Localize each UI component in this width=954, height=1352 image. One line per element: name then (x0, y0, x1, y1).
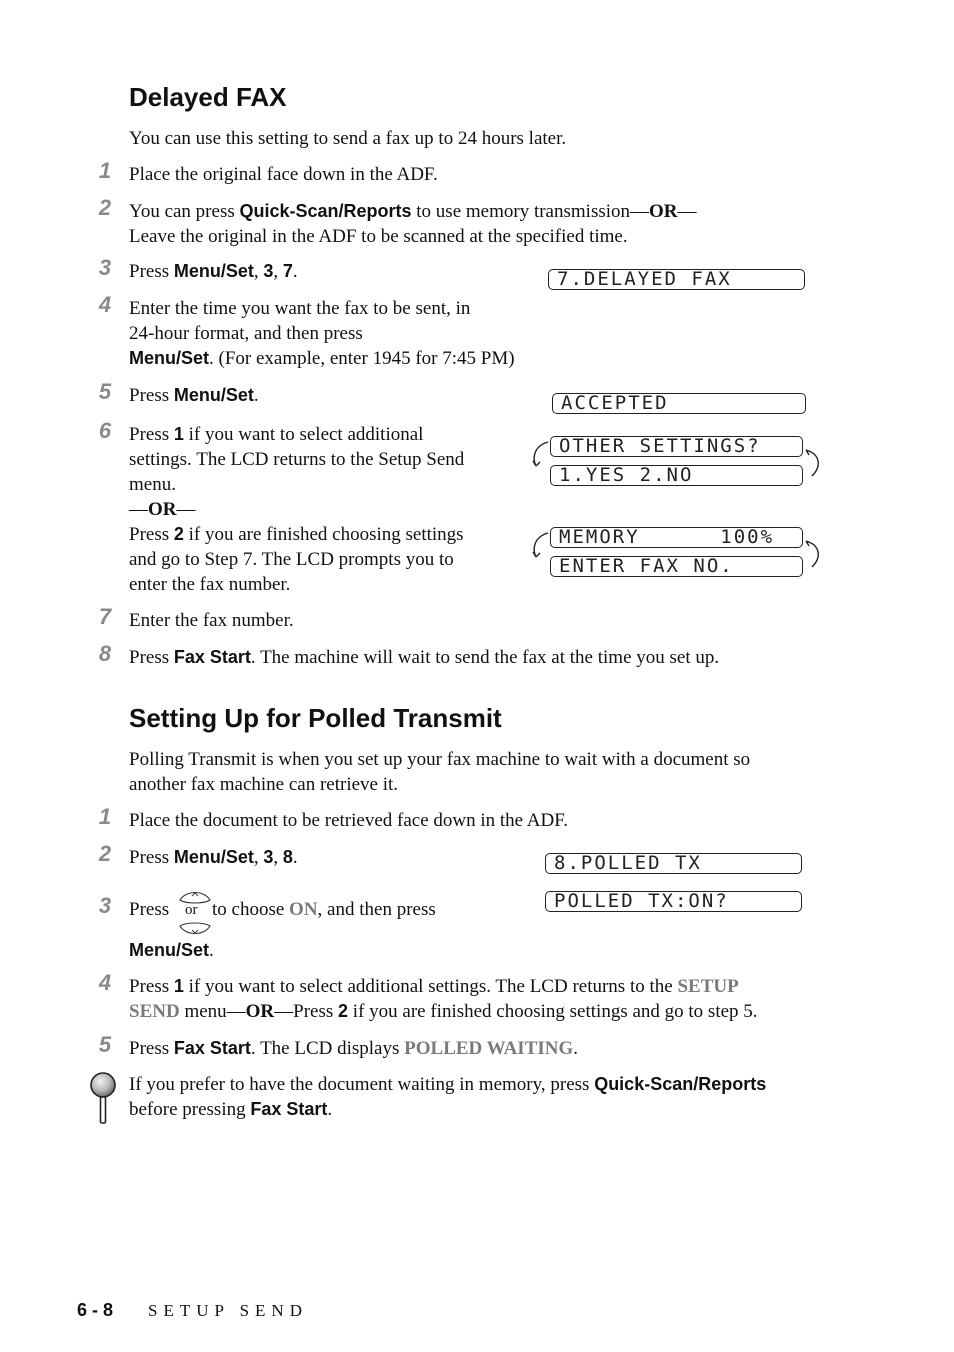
key-label: Fax Start (250, 1099, 328, 1119)
key-label: Quick-Scan/Reports (594, 1074, 767, 1094)
step-text: —OR— (129, 499, 196, 520)
step-text: Place the original face down in the ADF. (129, 164, 438, 185)
step-number: 8 (98, 641, 112, 666)
step-number: 1 (98, 158, 112, 183)
lcd-display: 8.POLLED TX (545, 853, 802, 874)
step-text: Place the document to be retrieved face down in the ADF. (129, 810, 569, 831)
key-label: Menu/Set (129, 348, 210, 368)
step-number: 2 (98, 841, 112, 866)
step-text: Menu/Set. (For example, enter 1945 for 7:45 PM) (129, 348, 515, 369)
step-text: Press (129, 899, 170, 920)
step-text: You can press Quick-Scan/Reports to use memory transmission—OR— (129, 201, 697, 222)
step-text: Press 1 if you want to select additional (129, 424, 424, 445)
step-text: SEND menu—OR—Press 2 if you are finished choosing settings and go to step 5. (129, 1001, 758, 1022)
intro-text: another fax machine can retrieve it. (129, 774, 399, 795)
lcd-display: POLLED TX:ON? (545, 891, 802, 912)
intro-text: Polling Transmit is when you set up your fax machine to wait with a document so (129, 749, 751, 770)
intro-text: You can use this setting to send a fax up to 24 hours later. (129, 128, 567, 149)
step-text: Press 1 if you want to select additional settings. The LCD returns to the SETUP (129, 976, 739, 997)
step-text: Press Menu/Set, 3, 8. (129, 847, 298, 868)
step-number: 3 (98, 893, 112, 918)
step-text: and go to Step 7. The LCD prompts you to (129, 549, 454, 570)
note-text: If you prefer to have the document waiting in memory, press Quick-Scan/Reports (129, 1074, 767, 1095)
step-text: to choose ON, and then press (212, 899, 436, 920)
step-text: Leave the original in the ADF to be scanned at the specified time. (129, 226, 628, 247)
step-text: enter the fax number. (129, 574, 291, 595)
or-label: or (185, 902, 198, 918)
step-text: Enter the time you want the fax to be sent, in (129, 298, 471, 319)
note-magnifier-icon (88, 1070, 118, 1126)
step-number: 3 (98, 255, 112, 280)
step-number: 4 (98, 970, 112, 995)
step-text: 24-hour format, and then press (129, 323, 363, 344)
step-number: 5 (98, 1032, 112, 1057)
key-label: Menu/Set (173, 385, 254, 405)
step-text: Press Menu/Set, 3, 7. (129, 261, 298, 282)
page-number: 6 - 8 (77, 1300, 114, 1320)
key-label: Fax Start (173, 1038, 251, 1058)
section-title-delayed-fax: Delayed FAX (129, 82, 287, 112)
step-text: Press Menu/Set. (129, 385, 259, 406)
step-number: 5 (98, 379, 112, 404)
step-text: Press 2 if you are finished choosing settings (129, 524, 464, 545)
lcd-display: ENTER FAX NO. (550, 556, 803, 577)
step-number: 2 (98, 195, 112, 220)
key-label: Quick-Scan/Reports (239, 201, 412, 221)
section-title-polled-transmit: Setting Up for Polled Transmit (129, 703, 502, 733)
step-number: 7 (98, 604, 112, 629)
lcd-display: ACCEPTED (552, 393, 806, 414)
lcd-display: MEMORY 100% (550, 527, 803, 548)
step-text: Enter the fax number. (129, 610, 294, 631)
step-number: 6 (98, 418, 112, 443)
chapter-title: SETUP SEND (148, 1301, 308, 1320)
key-label: Menu/Set (173, 847, 254, 867)
key-label: Menu/Set (173, 261, 254, 281)
key-label: Fax Start (173, 647, 251, 667)
step-number: 1 (98, 804, 112, 829)
step-text: settings. The LCD returns to the Setup Send (129, 449, 465, 470)
lcd-display: 1.YES 2.NO (550, 465, 803, 486)
step-text: Press Fax Start. The machine will wait to send the fax at the time you set up. (129, 647, 720, 668)
lcd-display: OTHER SETTINGS? (550, 436, 803, 457)
lcd-display: 7.DELAYED FAX (548, 269, 805, 290)
step-text: menu. (129, 474, 176, 495)
step-text: Press Fax Start. The LCD displays POLLED WAITING. (129, 1038, 578, 1059)
step-number: 4 (98, 292, 112, 317)
key-label: Menu/Set (129, 940, 210, 960)
step-text: Menu/Set. (129, 940, 214, 961)
note-text: before pressing Fax Start. (129, 1099, 333, 1120)
